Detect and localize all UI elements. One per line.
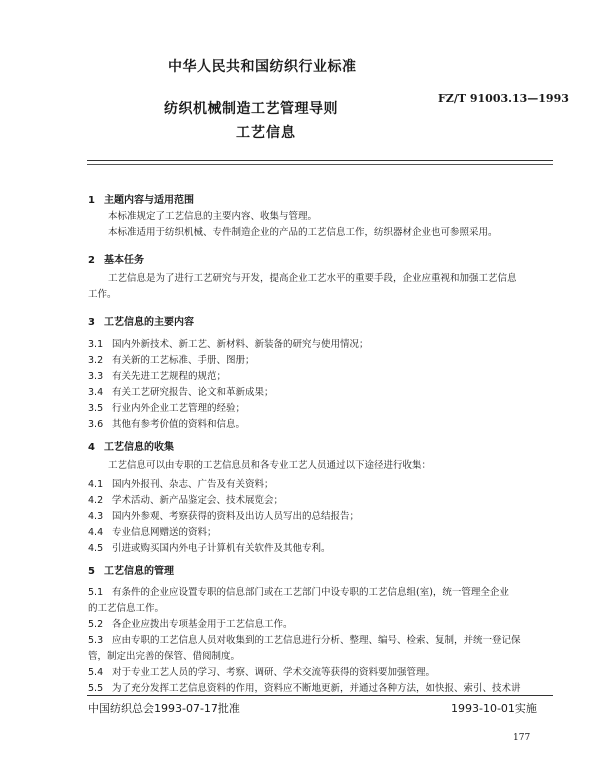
list-item: 4.4 专业信息网赠送的资料； — [88, 527, 217, 538]
list-item: 5.2 各企业应拨出专项基金用于工艺信息工作。 — [88, 619, 293, 630]
list-item: 5.3 应由专职的工艺信息人员对收集到的工艺信息进行分析、整理、编号、检索、复制，并统一登记保 — [88, 635, 521, 646]
list-item: 4.5 引进或购买国内外电子计算机有关软件及其他专利。 — [88, 543, 331, 554]
approval-line: 中国纺织总会1993-07-17批准 — [88, 702, 240, 715]
list-item: 3.5 行业内外企业工艺管理的经验； — [88, 403, 246, 414]
list-item: 3.3 有关先进工艺规程的规范； — [88, 371, 227, 382]
paragraph: 本标准规定了工艺信息的主要内容、收集与管理。 — [108, 211, 318, 222]
section-heading: 2 基本任务 — [88, 255, 144, 266]
paragraph: 本标准适用于纺织机械、专件制造企业的产品的工艺信息工作，纺织器材企业也可参照采用。 — [108, 227, 498, 238]
list-item-continuation: 的工艺信息工作。 — [88, 603, 165, 614]
list-item-continuation: 管，制定出完善的保管、借阅制度。 — [88, 651, 241, 662]
header-rule-thin — [87, 164, 553, 165]
list-item: 4.3 国内外参观、考察获得的资料及出访人员写出的总结报告； — [88, 511, 360, 522]
section-heading: 4 工艺信息的收集 — [88, 442, 174, 453]
document-title: 纺织机械制造工艺管理导则 — [164, 101, 338, 117]
paragraph: 工艺信息可以由专职的工艺信息员和各专业工艺人员通过以下途径进行收集： — [108, 460, 432, 471]
list-item: 5.4 对于专业工艺人员的学习、考察、调研、学术交流等获得的资料要加强管理。 — [88, 667, 436, 678]
list-item: 5.5 为了充分发挥工艺信息资料的作用，资料应不断地更新，并通过各种方法，如快报、索引、技术讲 — [88, 683, 521, 694]
document-subtitle: 工艺信息 — [236, 125, 296, 141]
header-rule — [87, 160, 553, 161]
list-item: 4.2 学术活动、新产品鉴定会、技术展览会； — [88, 495, 284, 506]
list-item: 5.1 有条件的企业应设置专职的信息部门或在工艺部门中设专职的工艺信息组(室)，统一管理全企业 — [88, 587, 509, 598]
footer-rule — [87, 695, 553, 696]
list-item: 3.1 国内外新技术、新工艺、新材料、新装备的研究与使用情况； — [88, 339, 369, 350]
section-heading: 5 工艺信息的管理 — [88, 566, 174, 577]
page-number: 177 — [513, 733, 531, 743]
paragraph: 工艺信息是为了进行工艺研究与开发，提高企业工艺水平的重要手段，企业应重视和加强工艺信息 — [108, 273, 517, 284]
list-item: 3.6 其他有参考价值的资料和信息。 — [88, 419, 246, 430]
list-item: 3.2 有关新的工艺标准、手册、图册； — [88, 355, 255, 366]
implementation-date: 1993-10-01实施 — [451, 702, 537, 715]
standard-code: FZ/T 91003.13—1993 — [438, 92, 569, 105]
list-item: 3.4 有关工艺研究报告、论文和革新成果； — [88, 387, 274, 398]
paragraph: 工作。 — [88, 289, 117, 300]
issuing-organization: 中华人民共和国纺织行业标准 — [168, 59, 357, 75]
list-item: 4.1 国内外报刊、杂志、广告及有关资料； — [88, 479, 274, 490]
section-heading: 1 主题内容与适用范围 — [88, 195, 194, 206]
section-heading: 3 工艺信息的主要内容 — [88, 317, 194, 328]
